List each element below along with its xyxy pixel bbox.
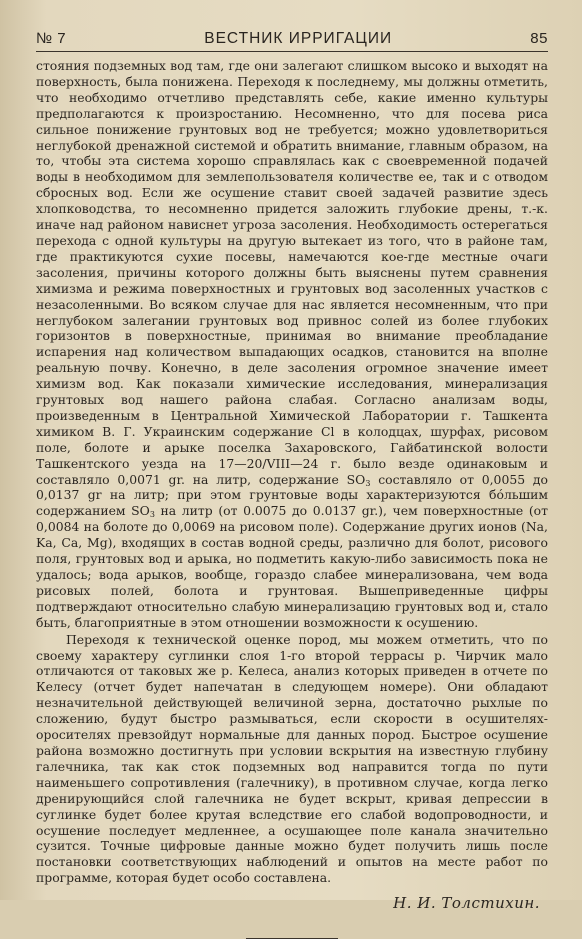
subscript-2: 3 bbox=[149, 510, 155, 520]
paragraph-1-text-b: составляло от 0,0055 до 0,0137 gr на литр; при этом грунтовые воды характеризуются бóльшим содержанием SO bbox=[36, 471, 548, 519]
journal-title: ВЕСТНИК ИРРИГАЦИИ bbox=[204, 30, 393, 47]
page-number: 85 bbox=[530, 30, 548, 47]
paragraph-1-text-c: на литр (от 0.0075 до 0.0137 gr.), чем поверхностные (от 0,0084 на болоте до 0,0069 на рисовом поле). Содержание других ионов (Na, Ka, Ca, Mg), входящих в состав водной среды, различно для болот, рисового поля, грунтовых вод и арыка, но подметить какую-либо зависимость пока не удалось; вода арыков, вообще, гораздо слабее минерализована, чем вода рисовых полей, болота и грунтовая. Вышеприведенные цифры подтверждают относительно слабую минерализацию грунтовых вод и, стало быть, благоприятные в этом отношении возможности к осушению. bbox=[36, 503, 548, 630]
article-body bbox=[36, 58, 548, 886]
issue-number: № 7 bbox=[36, 30, 67, 47]
paragraph-1-text-a: стояния подземных вод там, где они залегают слишком высоко и выходят на поверхность, была понижена. Переходя к последнему, мы должны отметить, что необходимо отчетливо представлять себе, какие именно культуры предполагаются к произростанию. Несомненно, что для посева риса сильное понижение грунтовых вод не требуется; можно удовлетвориться неглубокой дренажной системой и обратить внимание, главным образом, на то, чтобы эта система хорошо справлялась как с своевременной подачей воды в необходимом для землепользователя количестве ее, так и с отводом сбросных вод. Если же осушение ставит своей задачей развитие здесь хлопководства, то несомненно придется заложить глубокие дрены, т.-к. иначе над районом нависнет угроза засоления. Необходимость остерегаться перехода с одной культуры на другую вытекает из того, что в районе там, где практикуются сухие посевы, намечаются кое-где местные очаги засоления, причины которого должны быть выяснены путем сравнения химизма и режима поверхностных и грунтовых вод засоленных участков с незасоленными. Во всяком случае для нас является несомненным, что при неглубоком залегании грунтовых вод привнос солей из более глубоких горизонтов в поверхностные, принимая во внимание преобладание испарения над количеством выпадающих осадков, становится на вполне реальную почву. Конечно, в деле засоления огромное значение имеет химизм вод. Как показали химические исследования, минерализация грунтовых вод нашего района слабая. Согласно анализам воды, произведенным в Центральной Химической Лаборатории г. Ташкента химиком В. Г. Украинским содержание Cl в колодцах, шурфах, рисовом поле, болоте и арыке поселка Захаровского, Гайбатинской волости Ташкентского уезда на 17—20/VIII—24 г. было везде одинаковым и составляло 0,0071 gr. на литр, содержание SO bbox=[36, 58, 548, 487]
running-header bbox=[36, 30, 548, 52]
paragraph-1 bbox=[36, 58, 548, 631]
paragraph-2: Переходя к технической оценке пород, мы можем отметить, что по своему характеру суглинки слоя 1-го второй террасы р. Чирчик мало отличаются от таковых же р. Келеса, анализ которых приведен в отчете по Келесу (отчет будет напечатан в следующем номере). Они обладают незначительной действующей величиной зерна, достаточно рыхлые по сложению, будут быстро размываться, если скорости в осушителях-оросителях превзойдут нормальные для данных пород. Быстрое осушение района возможно достигнуть при условии вскрытия на известную глубину галечника, так как сток подземных вод направится тогда по пути наименьшего сопротивления (галечнику), в противном случае, когда легко дренирующийся слой галечника не будет вскрыт, кривая депрессии в суглинке будет более крутая вследствие его слабой водопроводности, и осушение последует медленнее, а осушающее поле канала значительно сузится. Точные цифровые данные можно будет получить лишь после постановки соответствующих наблюдений и опытов на месте работ по программе, которая будет особо составлена. bbox=[36, 631, 548, 886]
subscript-1: 3 bbox=[365, 478, 371, 488]
author-signature: Н. И. Толстихин. bbox=[393, 894, 540, 913]
